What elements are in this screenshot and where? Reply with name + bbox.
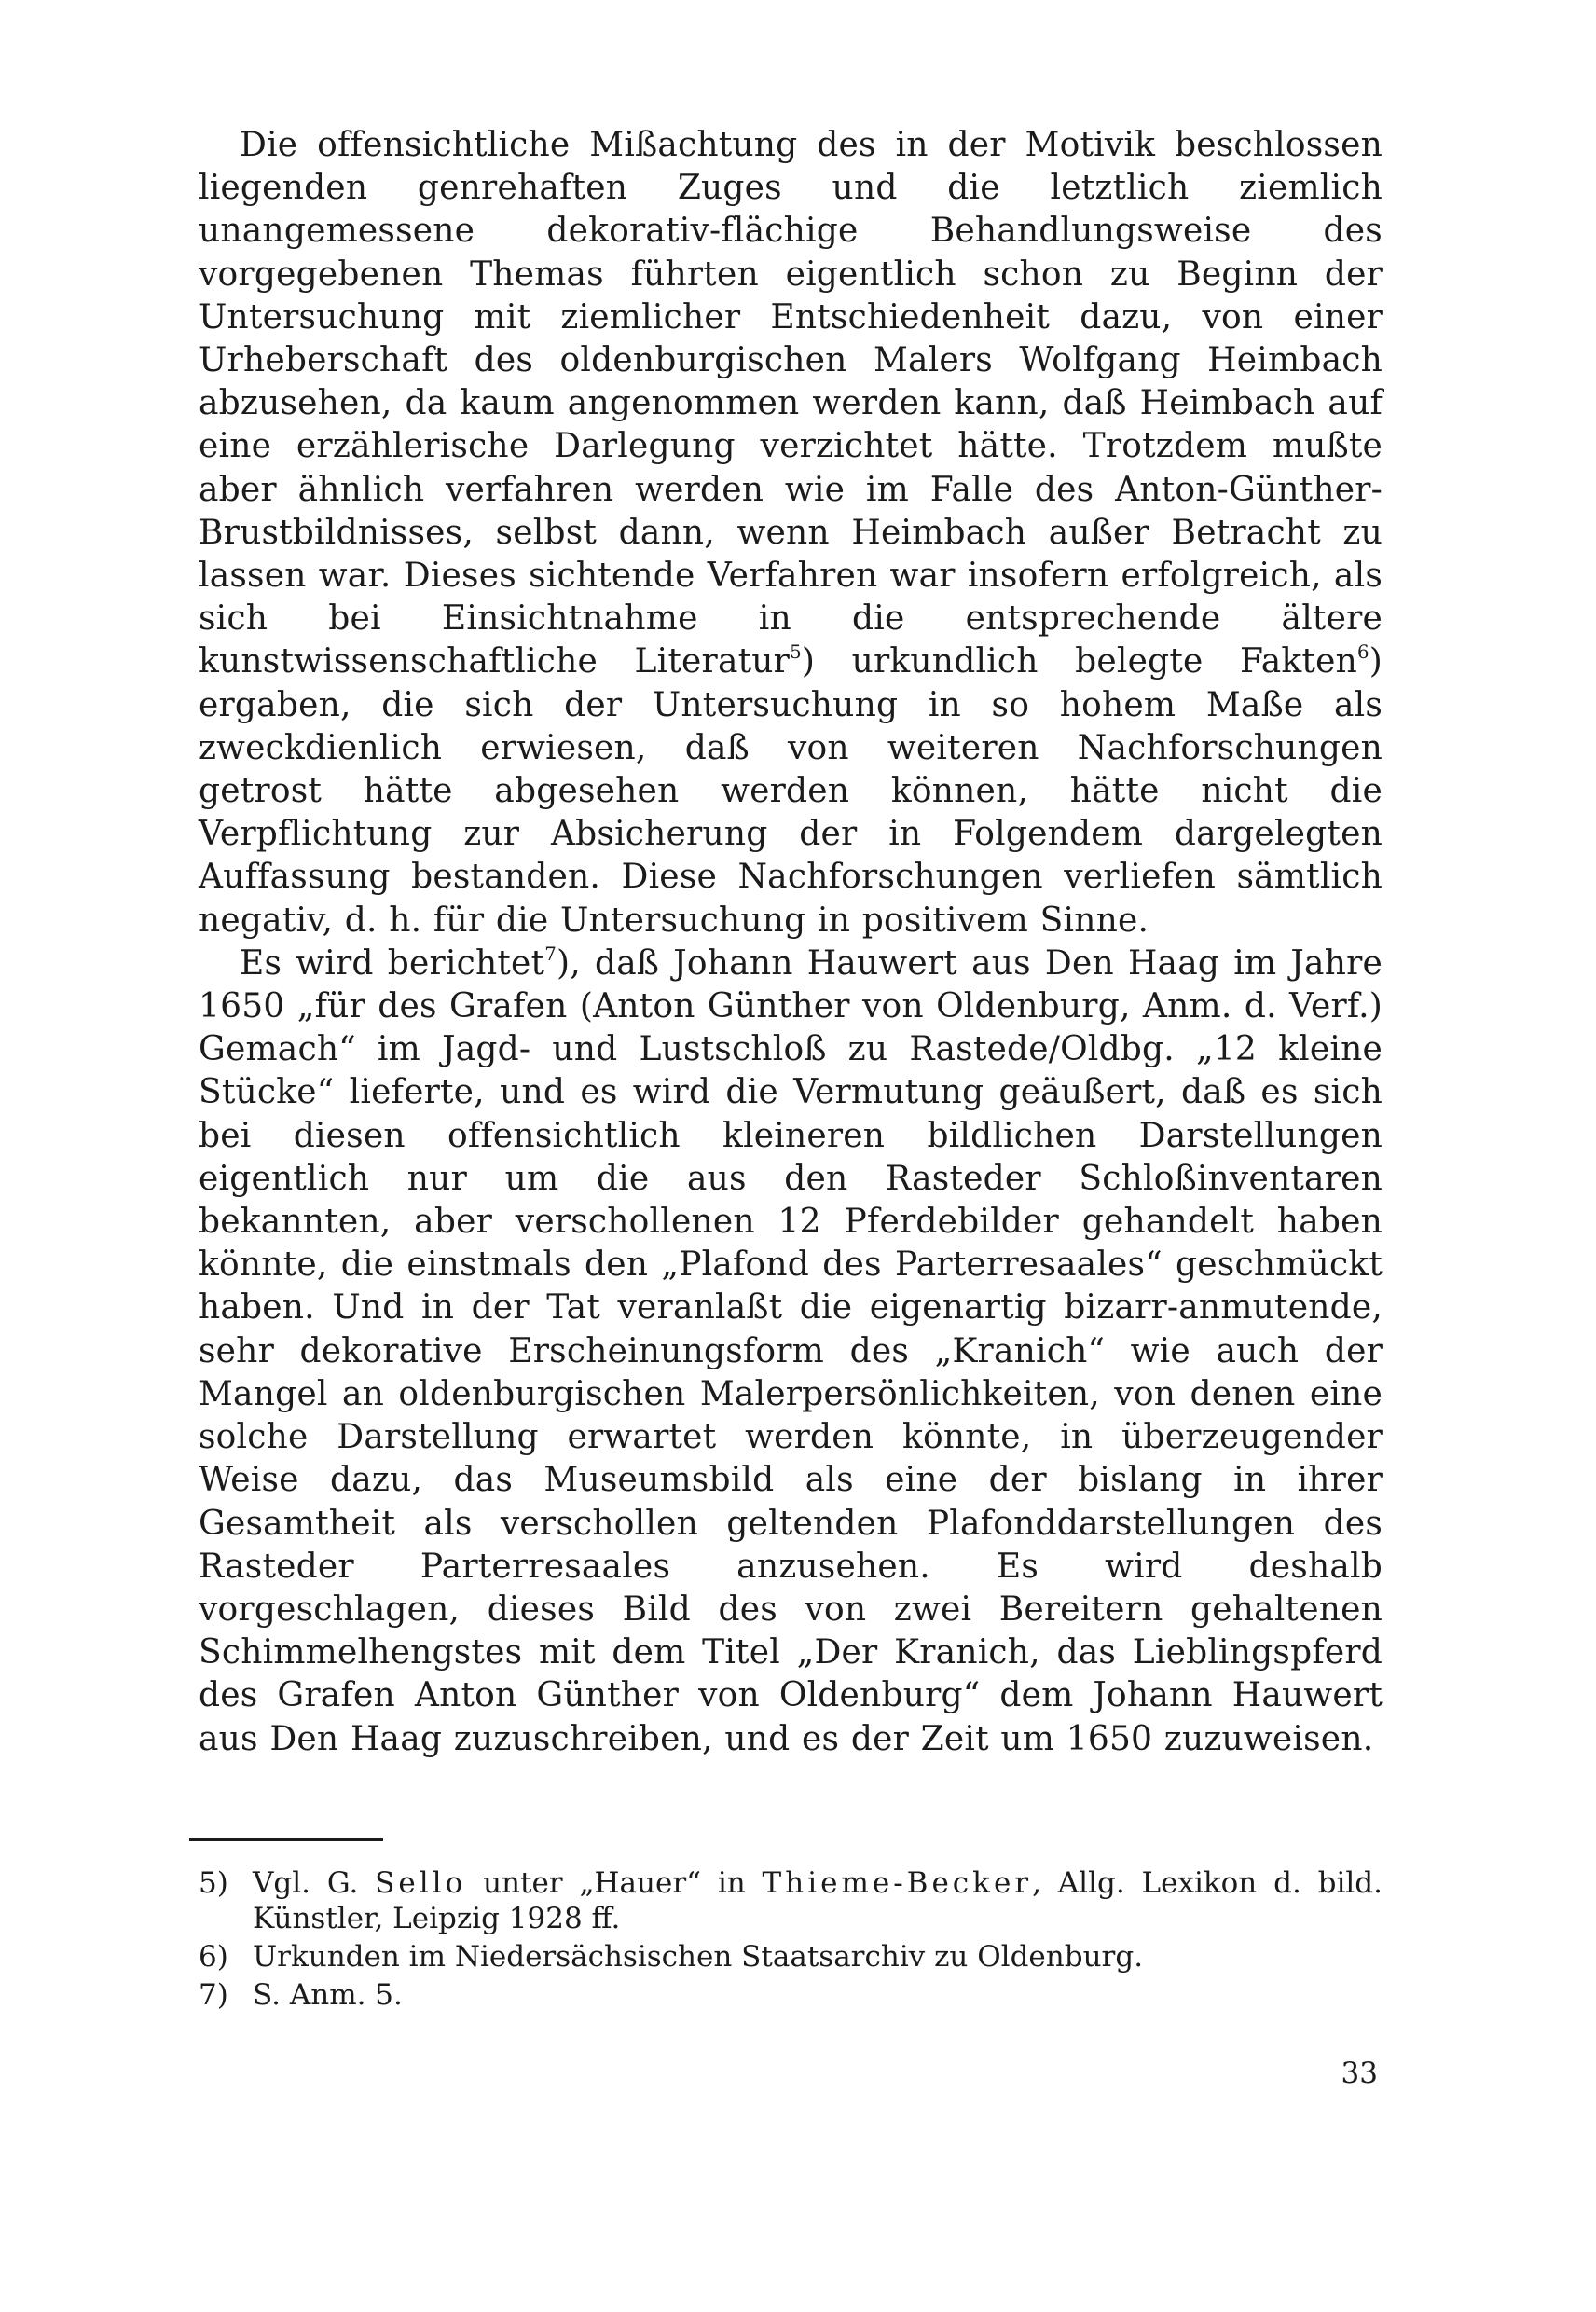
footnotes bbox=[199, 1865, 1383, 2016]
spaced-name: Thieme-Becker bbox=[762, 1866, 1033, 1900]
page-number: 33 bbox=[1341, 2057, 1378, 2090]
body-text bbox=[199, 124, 1383, 1761]
footnote-number: 6) bbox=[199, 1940, 228, 1974]
footnote-5 bbox=[199, 1865, 1383, 1936]
paragraph-1: Die offensichtliche Mißachtung des in der Motivik beschlossen liegenden genrehaften Zuges und die letztlich ziemlich unangemessene dekorativ-flächige Behandlungsweise des vorgegebenen Themas führten eigentlich schon zu Beginn der Untersuchung mit ziemlicher Entschiedenheit dazu, von einer Urheberschaft des oldenburgischen Malers Wolfgang Heimbach abzusehen, da kaum angenommen werden kann, daß Heimbach auf eine erzählerische Darlegung verzichtet hätte. Trotzdem mußte aber ähnlich verfahren werden wie im Falle des Anton-Günther-Brustbildnisses, selbst dann, wenn Heimbach außer Betracht zu lassen war. Dieses sichtende Verfahren war insofern erfolgreich, als sich bei Einsichtnahme in die entsprechende ältere kunstwissenschaftliche Literatur$^5$) urkundlich belegte Fakten$^6$) ergaben, die sich der Untersuchung in so hohem Maße als zweckdienlich erwiesen, daß von weiteren Nachforschungen getrost hätte abgesehen werden können, hätte nicht die Verpflichtung zur Absicherung der in Folgendem dargelegten Auffassung bestanden. Diese Nachforschungen verliefen sämtlich negativ, d. h. für die Untersuchung in positivem Sinne. bbox=[199, 126, 1383, 940]
spaced-name: Sello bbox=[375, 1866, 467, 1900]
footnote-text: S. Anm. 5. bbox=[253, 1978, 403, 2012]
footnote-7 bbox=[199, 1977, 1383, 2013]
footnote-number: 5) bbox=[199, 1866, 228, 1900]
footnote-reference: 6 bbox=[1356, 641, 1369, 664]
footnote-divider bbox=[189, 1838, 383, 1841]
footnote-reference: 5 bbox=[790, 641, 802, 664]
footnote-6 bbox=[199, 1939, 1383, 1975]
footnote-text: Urkunden im Niedersächsischen Staatsarchiv zu Oldenburg. bbox=[253, 1940, 1144, 1974]
footnote-reference: 7 bbox=[544, 943, 557, 966]
paragraph-2: Es wird berichtet$^7$), daß Johann Hauwert aus Den Haag im Jahre 1650 „für des Grafen (Anton Günther von Oldenburg, Anm. d. Verf.) Gemach“ im Jagd- und Lustschloß zu Rastede/Oldbg. „12 kleine Stücke“ lieferte, und es wird die Vermutung geäußert, daß es sich bei diesen offensichtlich kleineren bildlichen Darstellungen eigentlich nur um die aus den Rasteder Schloßinventaren bekannten, aber verschollenen 12 Pferdebilder gehandelt haben könnte, die einstmals den „Plafond des Parterresaales“ geschmückt haben. Und in der Tat veranlaßt die eigenartig bizarr-anmutende, sehr dekorative Erscheinungsform des „Kranich“ wie auch der Mangel an oldenburgischen Malerpersönlichkeiten, von denen eine solche Darstellung erwartet werden könnte, in überzeugender Weise dazu, das Museumsbild als eine der bislang in ihrer Gesamtheit als verschollen geltenden Plafonddarstellungen des Rasteder Parterresaales anzusehen. Es wird deshalb vorgeschlagen, dieses Bild des von zwei Bereitern gehaltenen Schimmelhengstes mit dem Titel „Der Kranich, das Lieblingspferd des Grafen Anton Günther von Oldenburg“ dem Johann Hauwert aus Den Haag zuzuschreiben, und es der Zeit um 1650 zuzuweisen. bbox=[199, 943, 1383, 1758]
footnote-number: 7) bbox=[199, 1978, 228, 2012]
footnote-text: Vgl. G. Sello unter „Hauer“ in Thieme-Becker, Allg. Lexikon d. bild. Künstler, Leipzig 1928 ff. bbox=[253, 1866, 1383, 1935]
